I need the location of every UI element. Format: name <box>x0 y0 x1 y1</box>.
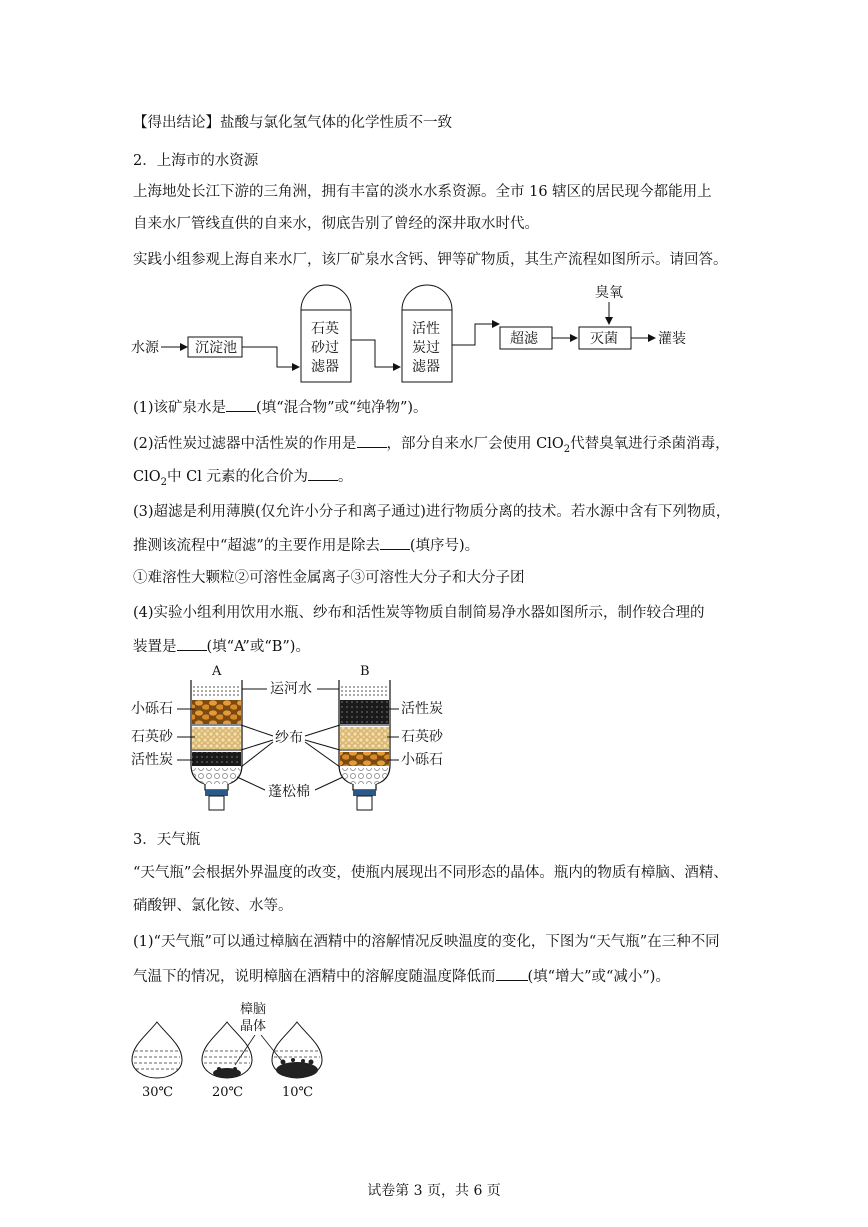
answer-blank-2a[interactable] <box>357 433 387 448</box>
section2-title: 2．上海市的水资源 <box>133 153 259 169</box>
paragraph-weather-2: 硝酸钾、氯化铵、水等。 <box>133 898 293 914</box>
flow-ultrafiltration-label: 超滤 <box>510 331 538 347</box>
question-3-options: ①难溶性大颗粒②可溶性金属离子③可溶性大分子和大分子团 <box>133 570 525 586</box>
flow-quartz-label-1: 石英 <box>311 321 339 337</box>
question-5-line-1: (1)“天气瓶”可以通过樟脑在酒精中的溶解情况反映温度的变化，下图为“天气瓶”在三种不同 <box>133 934 720 950</box>
label-a-gravel: 小砾石 <box>131 701 173 717</box>
question-2-line-2: ClO$_2$中 Cl 元素的化合价为 。 <box>133 466 352 493</box>
production-flow-diagram <box>125 280 705 385</box>
answer-blank-5[interactable] <box>496 966 528 981</box>
bottle-30c <box>132 1022 182 1078</box>
answer-blank-4[interactable] <box>177 636 207 651</box>
flow-carbon-label-2: 炭过 <box>412 340 440 356</box>
flow-quartz-label-3: 滤器 <box>311 359 339 375</box>
question-3-line-1: (3)超滤是利用薄膜(仅允许小分子和离子通过)进行物质分离的技术。若水源中含有下列物质， <box>133 504 731 520</box>
label-a-carbon: 活性炭 <box>131 752 173 768</box>
question-4-line-2: 装置是 (填“A”或“B”)。 <box>133 636 310 657</box>
paragraph-water-2: 自来水厂管线直供的自来水，彻底告别了曾经的深井取水时代。 <box>133 216 539 232</box>
question-4-line-1: (4)实验小组利用饮用水瓶、纱布和活性炭等物质自制简易净水器如图所示，制作较合理的 <box>133 605 705 621</box>
flow-sterilize-label: 灭菌 <box>590 331 618 347</box>
paragraph-visit: 实践小组参观上海自来水厂，该厂矿泉水含钙、钾等矿物质，其生产流程如图所示。请回答。 <box>133 252 728 268</box>
label-b-gravel: 小砾石 <box>401 752 443 768</box>
temp-20-label: 20℃ <box>212 1085 244 1100</box>
question-1: (1)该矿泉水是 (填“混合物”或“纯净物”)。 <box>133 397 428 418</box>
weather-bottle-diagram <box>125 995 340 1105</box>
label-b-quartz: 石英砂 <box>401 729 443 745</box>
answer-blank-3[interactable] <box>380 535 410 550</box>
flow-source-label: 水源 <box>131 340 159 356</box>
label-gauze: 纱布 <box>275 730 303 746</box>
question-3-line-2: 推测该流程中“超滤”的主要作用是除去 (填序号)。 <box>133 535 479 556</box>
section3-title: 3．天气瓶 <box>133 832 201 848</box>
temp-30-label: 30℃ <box>142 1085 174 1100</box>
flow-carbon-label-3: 滤器 <box>412 359 440 375</box>
paragraph-water-1: 上海地处长江下游的三角洲，拥有丰富的淡水水系资源。全市 16 辖区的居民现今都能用上 <box>133 184 712 200</box>
camphor-label-2: 晶体 <box>240 1019 267 1034</box>
temp-10-label: 10℃ <box>282 1085 314 1100</box>
flow-bottling-label: 灌装 <box>658 331 686 347</box>
answer-blank-2b[interactable] <box>308 466 338 481</box>
page-footer: 试卷第 3 页，共 6 页 <box>367 1183 501 1199</box>
flow-ozone-label: 臭氧 <box>595 285 623 301</box>
bottle-10c <box>272 1022 322 1078</box>
label-b-carbon: 活性炭 <box>401 701 443 717</box>
water-filter-diagram <box>125 660 465 815</box>
paragraph-weather-1: “天气瓶”会根据外界温度的改变，使瓶内展现出不同形态的晶体。瓶内的物质有樟脑、酒精、 <box>133 865 728 881</box>
question-5-line-2: 气温下的情况，说明樟脑在酒精中的溶解度随温度降低而 (填“增大”或“减小”)。 <box>133 966 670 987</box>
label-cotton: 蓬松棉 <box>268 784 310 800</box>
bottle-a <box>191 680 242 810</box>
question-2-line-1: (2)活性炭过滤器中活性炭的作用是 ，部分自来水厂会使用 ClO$_2$代替臭氧进行杀菌消毒， <box>133 433 730 460</box>
conclusion-line: 【得出结论】盐酸与氯化氢气体的化学性质不一致 <box>133 115 452 131</box>
flow-quartz-label-2: 砂过 <box>311 340 339 356</box>
camphor-label-1: 樟脑 <box>240 1002 267 1017</box>
bottle-b <box>339 680 390 810</box>
label-river-water: 运河水 <box>270 681 312 697</box>
answer-blank-1[interactable] <box>226 397 256 412</box>
flow-sedimentation-label: 沉淀池 <box>195 340 237 356</box>
bottle-a-label: A <box>212 664 222 679</box>
flow-carbon-label-1: 活性 <box>412 321 440 337</box>
bottle-b-label: B <box>360 664 370 679</box>
label-a-quartz: 石英砂 <box>131 729 173 745</box>
